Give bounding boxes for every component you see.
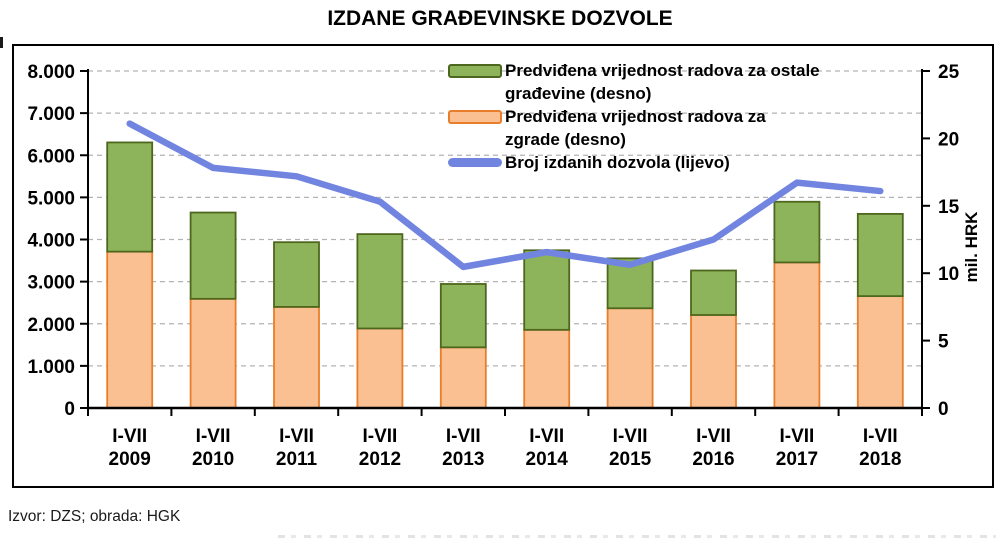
bar-segment-ostale-2010 xyxy=(191,213,236,299)
bar-segment-ostale-2013 xyxy=(441,284,486,347)
bar-segment-ostale-2018 xyxy=(858,214,903,296)
left-axis-tick-label: 7.000 xyxy=(27,104,75,126)
right-axis-tick-label: 0 xyxy=(938,399,949,420)
x-label-period-2017: I-VII xyxy=(779,426,815,447)
x-label-year-2014: 2014 xyxy=(525,449,568,470)
cropped-bottom-text-artifact xyxy=(278,535,996,538)
x-label-period-2009: I-VII xyxy=(112,426,148,447)
bar-segment-zgrade-2017 xyxy=(774,262,819,408)
x-label-year-2017: 2017 xyxy=(775,449,819,470)
page-title: IZDANE GRAĐEVINSKE DOZVOLE xyxy=(327,7,673,30)
left-axis-tick-label: 6.000 xyxy=(27,146,75,168)
bar-segment-zgrade-2013 xyxy=(441,347,486,408)
legend-label-zgrade-line1: Predviđena vrijednost radova za xyxy=(505,107,766,126)
x-label-period-2013: I-VII xyxy=(445,426,481,447)
bar-segment-ostale-2014 xyxy=(524,250,569,330)
right-axis-tick-label: 10 xyxy=(938,264,960,286)
x-label-year-2011: 2011 xyxy=(275,449,318,470)
legend-label-dozvole: Broj izdanih dozvola (lijevo) xyxy=(505,153,730,172)
x-label-period-2018: I-VII xyxy=(862,426,898,447)
x-label-period-2012: I-VII xyxy=(362,426,398,447)
left-axis-tick-label: 3.000 xyxy=(27,272,75,294)
line-broj-izdanih-dozvola xyxy=(130,124,881,267)
legend-label-zgrade-line2: zgrade (desno) xyxy=(505,130,626,149)
bar-segment-zgrade-2018 xyxy=(858,296,903,408)
right-axis-tick-label: 5 xyxy=(938,331,949,353)
bar-segment-ostale-2012 xyxy=(357,234,402,328)
x-label-year-2013: 2013 xyxy=(442,449,485,470)
right-axis-tick-label: 20 xyxy=(938,129,960,151)
right-axis-title: mil. HRK xyxy=(962,211,981,283)
source-note: Izvor: DZS; obrada: HGK xyxy=(8,508,181,525)
right-axis-tick-label: 25 xyxy=(938,62,960,83)
cropped-edge-artifact xyxy=(0,37,3,48)
x-label-year-2018: 2018 xyxy=(859,449,902,470)
left-axis-tick-label: 1.000 xyxy=(27,356,75,378)
legend-label-ostale-line2: građevine (desno) xyxy=(505,84,652,103)
bar-segment-zgrade-2012 xyxy=(357,328,402,408)
left-axis-tick-label: 8.000 xyxy=(27,62,75,83)
left-axis-tick-label: 4.000 xyxy=(27,230,75,252)
bar-segment-zgrade-2011 xyxy=(274,307,319,408)
bar-segment-zgrade-2015 xyxy=(608,308,653,408)
bar-segment-ostale-2009 xyxy=(107,142,152,251)
right-axis-tick-label: 15 xyxy=(938,196,960,218)
legend-label-ostale-line1: Predviđena vrijednost radova za ostale xyxy=(505,61,820,80)
bar-segment-zgrade-2010 xyxy=(191,299,236,408)
x-label-year-2010: 2010 xyxy=(191,449,235,470)
x-label-period-2011: I-VII xyxy=(279,426,314,447)
left-axis-tick-label: 5.000 xyxy=(27,188,75,210)
x-label-year-2009: 2009 xyxy=(108,449,151,470)
x-label-period-2015: I-VII xyxy=(612,426,648,447)
x-label-period-2010: I-VII xyxy=(195,426,231,447)
x-label-year-2012: 2012 xyxy=(358,449,402,470)
x-label-year-2016: 2016 xyxy=(692,449,735,470)
left-axis-tick-label: 0 xyxy=(64,399,75,420)
bar-segment-zgrade-2009 xyxy=(107,252,152,408)
bar-segment-ostale-2017 xyxy=(774,202,819,263)
bar-segment-ostale-2011 xyxy=(274,242,319,307)
bar-segment-ostale-2016 xyxy=(691,271,736,315)
x-label-year-2015: 2015 xyxy=(608,449,652,470)
bar-segment-zgrade-2014 xyxy=(524,330,569,408)
x-label-period-2016: I-VII xyxy=(696,426,731,447)
bar-segment-zgrade-2016 xyxy=(691,315,736,408)
left-axis-tick-label: 2.000 xyxy=(27,314,75,336)
x-label-period-2014: I-VII xyxy=(529,426,565,447)
